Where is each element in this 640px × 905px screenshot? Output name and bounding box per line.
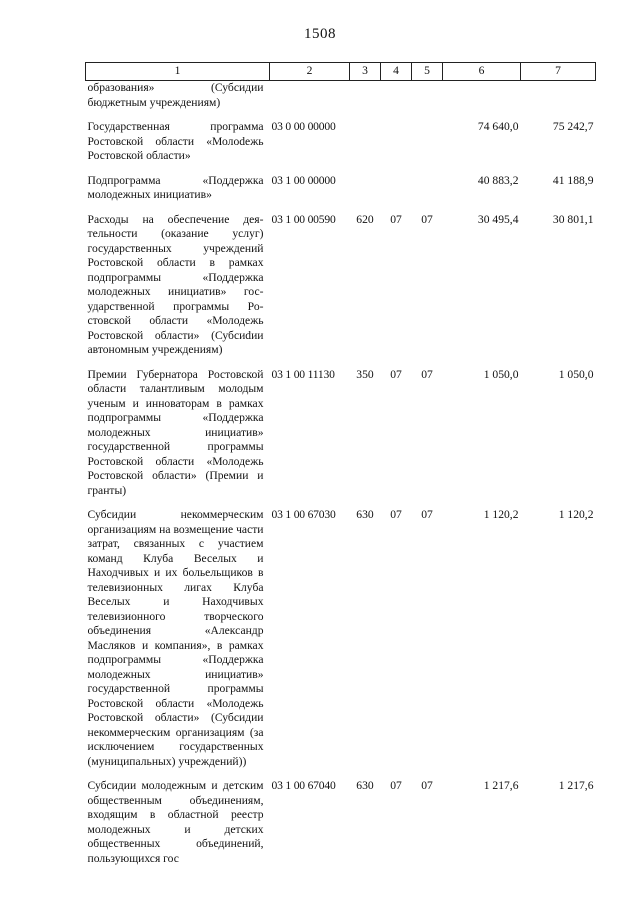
header-col-2: 2 — [270, 63, 350, 81]
row-amount-col-6: 40 883,2 — [477, 173, 519, 187]
header-col-3: 3 — [350, 63, 381, 81]
budget-table — [85, 62, 596, 876]
row-amount-col-7: 75 242,7 — [552, 120, 594, 133]
row-section: 07 — [390, 779, 402, 792]
row-section: 07 — [390, 367, 402, 381]
table-header-row — [86, 63, 596, 81]
table-row — [86, 779, 596, 876]
row-expense-type — [350, 120, 381, 174]
table-row — [86, 368, 596, 509]
row-amount-col-6: 74 640,0 — [477, 120, 519, 133]
header-col-1: 1 — [86, 63, 270, 81]
table-row — [86, 213, 596, 368]
row-target-code: 03 1 00 00000 — [271, 173, 336, 187]
row-section — [381, 174, 412, 213]
row-amount-col-6: 1 120,2 — [483, 508, 519, 521]
row-amount-col-7 — [521, 81, 596, 121]
row-description: образования» (Субсидии бюджетным учреждениям) — [87, 81, 264, 109]
row-target-code: 03 1 00 11130 — [271, 367, 335, 381]
row-expense-type — [350, 81, 381, 121]
row-subsection: 07 — [421, 212, 433, 226]
row-amount-col-7: 1 217,6 — [558, 779, 594, 792]
header-col-5: 5 — [412, 63, 443, 81]
row-subsection: 07 — [421, 508, 433, 521]
row-amount-col-7: 30 801,1 — [552, 212, 594, 226]
row-target-code — [270, 81, 350, 121]
row-amount-col-6 — [443, 81, 521, 121]
row-amount-col-7: 41 188,9 — [552, 173, 594, 187]
row-subsection — [412, 81, 443, 121]
row-expense-type: 350 — [356, 367, 374, 381]
header-col-6: 6 — [443, 63, 521, 81]
row-subsection — [412, 120, 443, 174]
table-row — [86, 81, 596, 121]
row-subsection: 07 — [421, 367, 433, 381]
header-col-7: 7 — [521, 63, 596, 81]
row-amount-col-7: 1 120,2 — [558, 508, 594, 521]
row-expense-type — [350, 174, 381, 213]
row-description: Субсидии некоммерческим организациям на возмещение части затрат, связанных с участием команд Клуба Веселых и Находчивых и их больельщиков в телевизионных лигах Клуба Веселых и Находчивых телевизионного творческого объединения «Александр Масляков и компания», в рамках подпрограммы «Поддержка молодежных инициатив» государственной программы Ростовской области «Молодежь Ростовской области» (Субсидии некоммерческим организациям (за исключением государственных (муниципальных) учреждений)) — [87, 508, 264, 768]
table-row — [86, 174, 596, 213]
row-expense-type: 630 — [356, 508, 374, 521]
row-section — [381, 81, 412, 121]
row-description: Субсидии молодежным и детским общественным объединениям, входящим в областной реестр молодежных и детских общественных объединений, пользующихся гос — [87, 779, 264, 865]
page-number: 1508 — [304, 26, 336, 42]
row-section: 07 — [390, 212, 402, 226]
row-amount-col-6: 1 217,6 — [483, 779, 519, 792]
row-description: Премии Губернатора Ростовской области талантливым молодым ученым и инноваторам в рамках подпрограммы «Поддержка молодежных инициатив» государственной программы Ростовской области «Молодежь Ростовской области» (Премии и гранты) — [87, 367, 264, 497]
row-section: 07 — [390, 508, 402, 521]
row-description: Расходы на обеспечение деятельности (оказание услуг) государственных учреждений Ростовской области в рамках подпрограммы «Поддержка молодежных инициатив» государственной программы Ростовской области «Молодежь Ростовской области» (Субсиdии автономным учреждениям) — [87, 212, 264, 356]
row-expense-type: 620 — [356, 212, 374, 226]
row-amount-col-7: 1 050,0 — [558, 367, 594, 381]
row-description: Государственная программа Ростовской области «Молоdежь Ростовской области» — [87, 120, 264, 162]
row-expense-type: 630 — [356, 779, 374, 792]
row-target-code: 03 1 00 00590 — [271, 212, 336, 226]
row-amount-col-6: 1 050,0 — [483, 367, 519, 381]
row-target-code: 03 1 00 67040 — [271, 779, 336, 792]
row-target-code: 03 1 00 67030 — [271, 508, 336, 521]
row-amount-col-6: 30 495,4 — [477, 212, 519, 226]
row-target-code: 03 0 00 00000 — [271, 120, 336, 133]
table-row — [86, 508, 596, 779]
header-col-4: 4 — [381, 63, 412, 81]
table-body — [86, 81, 596, 877]
table-row — [86, 120, 596, 174]
row-section — [381, 120, 412, 174]
row-subsection — [412, 174, 443, 213]
row-description: Подпрограмма «Поддержка молодежных инициатив» — [87, 173, 264, 201]
row-subsection: 07 — [421, 779, 433, 792]
